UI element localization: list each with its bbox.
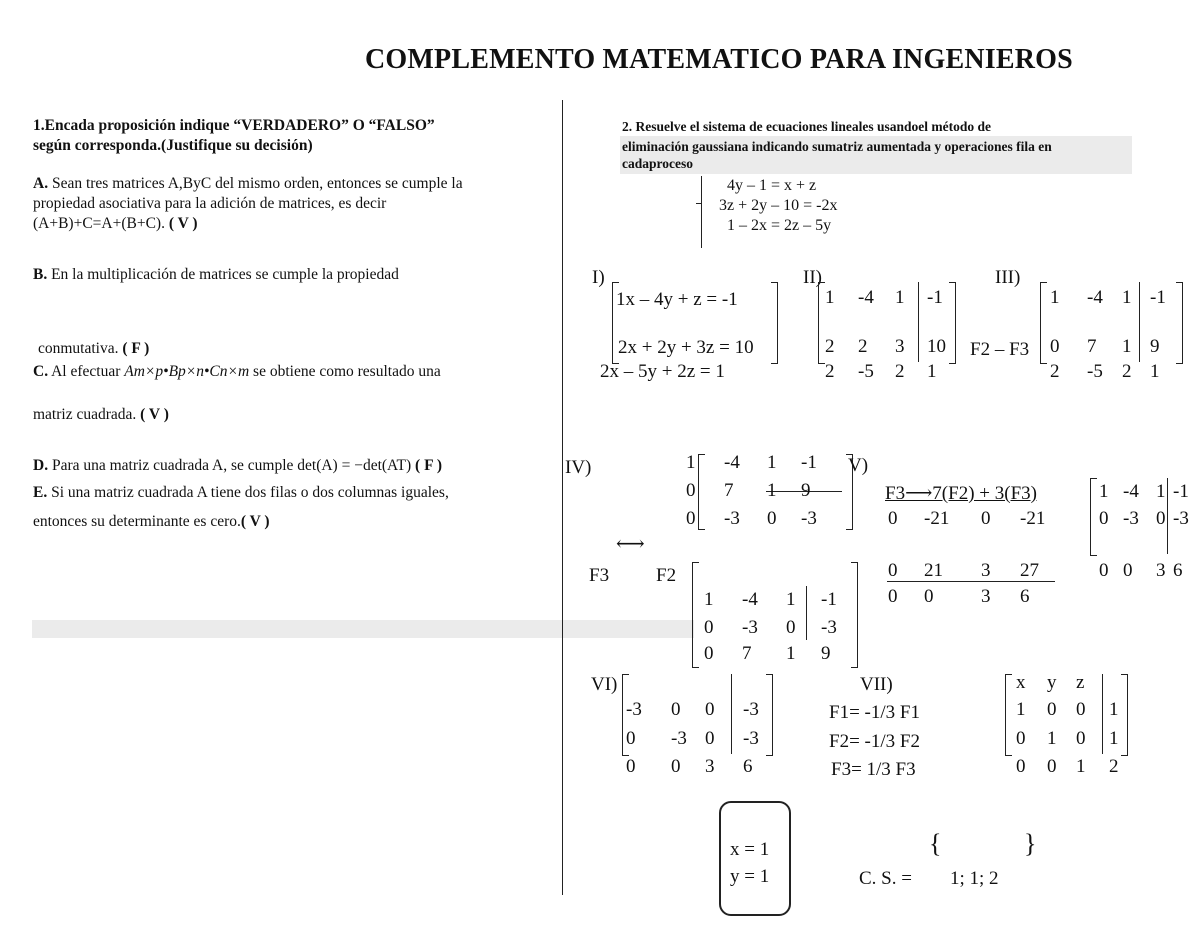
matrix-cell: 0 (1156, 508, 1166, 529)
matrix-cell: 0 (1099, 560, 1109, 581)
label-VII: VII) (860, 674, 893, 695)
matrix-cell: -1 (821, 589, 837, 610)
matrix-cell: 3 (981, 560, 991, 581)
matrix-cell: 0 (671, 756, 681, 777)
matrix-cell: 0 (686, 480, 696, 501)
system-brace-tick (696, 203, 701, 204)
matrix-cell: 7 (1087, 336, 1097, 357)
answer-e: ( V ) (240, 513, 270, 530)
statement-c-cont: matriz cuadrada. ( V ) (33, 406, 169, 423)
matrix-cell: -3 (743, 699, 759, 720)
label-VI: VI) (591, 674, 618, 695)
matrix-cell: 2 (825, 336, 835, 357)
augment-bar (1139, 282, 1140, 362)
matrix-cell: 2 (1109, 756, 1119, 777)
matrix-product-expression: Am×p•Bp×n•Cn×m (124, 363, 250, 380)
bracket-right (766, 674, 773, 756)
matrix-cell: 1 (1050, 287, 1060, 308)
matrix-cell: -3 (1123, 508, 1139, 529)
matrix-cell: 6 (743, 756, 753, 777)
matrix-cell: 21 (924, 560, 943, 581)
matrix-cell: 0 (767, 508, 777, 529)
bracket-right (851, 562, 858, 668)
matrix-cell: 6 (1020, 586, 1030, 607)
matrix-cell: 3 (1156, 560, 1166, 581)
solution-set-label: C. S. = (859, 868, 912, 889)
matrix-cell: 0 (1123, 560, 1133, 581)
matrix-cell: 1 (1076, 756, 1086, 777)
matrix-cell: -3 (626, 699, 642, 720)
matrix-cell: 2 (858, 336, 868, 357)
brace-left-icon: { (929, 829, 942, 858)
matrix-cell: 1 (786, 643, 796, 664)
matrix-cell: -1 (1173, 481, 1189, 502)
system-eq-1: 4y – 1 = x + z (727, 177, 817, 194)
column-divider (562, 100, 563, 895)
matrix-cell: 2 (895, 361, 905, 382)
matrix-cell: 7 (742, 643, 752, 664)
matrix-cell: 1 (927, 361, 937, 382)
question-1-line: según corresponda.(Justifique su decisión) (33, 137, 313, 154)
matrix-cell: y (1047, 672, 1057, 693)
matrix-cell: -3 (1173, 508, 1189, 529)
matrix-cell: 0 (888, 508, 898, 529)
system-brace (701, 176, 702, 248)
answer-d: ( F ) (415, 457, 442, 474)
matrix-cell: -3 (724, 508, 740, 529)
matrix-cell: -3 (671, 728, 687, 749)
matrix-cell: 0 (1016, 756, 1026, 777)
label-II: II) (803, 267, 822, 288)
matrix-cell: 1 (1016, 699, 1026, 720)
matrix-cell: z (1076, 672, 1085, 693)
matrix-cell: 3 (895, 336, 905, 357)
matrix-cell: 2 (1050, 361, 1060, 382)
matrix-cell: 1 (1047, 728, 1057, 749)
matrix-cell: 9 (801, 480, 811, 501)
matrix-cell: 0 (704, 643, 714, 664)
matrix-cell: 3 (981, 586, 991, 607)
matrix-cell: x (1016, 672, 1026, 693)
swap-arrow-icon: ⟷ (616, 533, 645, 555)
matrix-cell: -1 (1150, 287, 1166, 308)
matrix-cell: 1 (1150, 361, 1160, 382)
solution-set-value: 1; 1; 2 (950, 868, 999, 889)
matrix-cell: 7 (724, 480, 734, 501)
VII-op-1: F1= -1/3 F1 (829, 702, 920, 723)
matrix-cell: -21 (1020, 508, 1046, 529)
statement-c: C. Al efectuar Am×p•Bp×n•Cn×m se obtiene como resultado una (33, 363, 441, 380)
matrix-cell: 6 (1173, 560, 1183, 581)
matrix-cell: 1 (1122, 287, 1132, 308)
matrix-cell: -1 (801, 452, 817, 473)
answer-y: y = 1 (730, 866, 770, 887)
matrix-cell: 9 (821, 643, 831, 664)
bracket-right (1121, 674, 1128, 756)
matrix-cell: 0 (686, 508, 696, 529)
matrix-cell: -5 (858, 361, 874, 382)
matrix-cell: 0 (888, 586, 898, 607)
matrix-cell: 0 (786, 617, 796, 638)
matrix-cell: 0 (626, 728, 636, 749)
matrix-cell: 1 (767, 480, 777, 501)
matrix-cell: 0 (888, 560, 898, 581)
matrix-cell: 2 (825, 361, 835, 382)
augment-bar (731, 674, 732, 754)
matrix-cell: 1 (767, 452, 777, 473)
matrix-cell: -4 (1087, 287, 1103, 308)
swap-label-a: F3 (589, 565, 610, 586)
matrix-cell: 0 (981, 508, 991, 529)
matrix-cell: 1 (895, 287, 905, 308)
augment-bar (1167, 478, 1168, 554)
matrix-cell: 0 (1076, 728, 1086, 749)
bracket-left (692, 562, 699, 668)
label-I: I) (592, 267, 605, 288)
I-row-1: 1x – 4y + z = -1 (616, 289, 738, 310)
statement-a: A. Sean tres matrices A,ByC del mismo orden, entonces se cumple la propiedad asociativa para la adición de matrices, es decir (A+B)+C=A+(B+C). ( V ) (33, 175, 463, 232)
matrix-cell: 1 (1109, 699, 1119, 720)
statement-b-cont: conmutativa. ( F ) (38, 340, 150, 357)
augment-bar (806, 586, 807, 640)
matrix-cell: 1 (686, 452, 696, 473)
system-eq-2: 3z + 2y – 10 = -2x (719, 197, 838, 214)
matrix-cell: 10 (927, 336, 946, 357)
III-row-operation: F2 – F3 (970, 339, 1030, 360)
statement-d: D. Para una matriz cuadrada A, se cumple det(A) = −det(AT) ( F ) (33, 457, 442, 474)
matrix-cell: 0 (705, 699, 715, 720)
system-eq-3: 1 – 2x = 2z – 5y (727, 217, 832, 234)
bracket-right (1176, 282, 1183, 364)
bracket-left (698, 454, 705, 530)
swap-label-b: F2 (656, 565, 677, 586)
matrix-cell: -3 (742, 617, 758, 638)
matrix-cell: 2 (1122, 361, 1132, 382)
brace-right-icon: } (1024, 829, 1037, 858)
matrix-cell: 0 (1050, 336, 1060, 357)
matrix-cell: 1 (1109, 728, 1119, 749)
matrix-cell: 0 (671, 699, 681, 720)
matrix-cell: 0 (705, 728, 715, 749)
label-V: V) (848, 455, 869, 476)
matrix-cell: 3 (705, 756, 715, 777)
V-row-operation: F3⟶7(F2) + 3(F3) (885, 483, 1037, 504)
matrix-cell: 0 (1076, 699, 1086, 720)
matrix-cell: 0 (924, 586, 934, 607)
matrix-cell: 1 (704, 589, 714, 610)
matrix-cell: 1 (825, 287, 835, 308)
bracket-right (949, 282, 956, 364)
matrix-cell: -4 (724, 452, 740, 473)
matrix-cell: -3 (801, 508, 817, 529)
gray-band (32, 620, 694, 638)
matrix-cell: 1 (1156, 481, 1166, 502)
matrix-cell: 0 (626, 756, 636, 777)
matrix-cell: -4 (858, 287, 874, 308)
matrix-cell: -21 (924, 508, 950, 529)
matrix-cell: -4 (742, 589, 758, 610)
label-III: III) (995, 267, 1021, 288)
matrix-cell: -3 (743, 728, 759, 749)
bracket-left (1005, 674, 1012, 756)
augment-bar (918, 282, 919, 362)
matrix-cell: -3 (821, 617, 837, 638)
bracket-left (1090, 478, 1097, 556)
matrix-cell: 1 (1099, 481, 1109, 502)
statement-e: E. Si una matriz cuadrada A tiene dos filas o dos columnas iguales, (33, 484, 449, 501)
matrix-cell: 1 (1122, 336, 1132, 357)
label-IV: IV) (565, 457, 592, 478)
matrix-cell: 0 (1047, 699, 1057, 720)
answer-x: x = 1 (730, 839, 770, 860)
VII-op-2: F2= -1/3 F2 (829, 731, 920, 752)
answer-c: ( V ) (140, 406, 169, 423)
matrix-cell: 27 (1020, 560, 1039, 581)
bracket-right (771, 282, 778, 364)
matrix-cell: 9 (1150, 336, 1160, 357)
bracket-left (818, 282, 825, 364)
question-1-line: 1.Encada proposición indique “VERDADERO” O “FALSO” (33, 117, 435, 134)
bracket-left (1040, 282, 1047, 364)
matrix-cell: 0 (1016, 728, 1026, 749)
page-title: COMPLEMENTO MATEMATICO PARA INGENIEROS (365, 44, 1073, 75)
I-row-2: 2x + 2y + 3z = 10 (618, 337, 754, 358)
matrix-cell: -5 (1087, 361, 1103, 382)
I-row-3: 2x – 5y + 2z = 1 (600, 361, 725, 382)
matrix-cell: 1 (786, 589, 796, 610)
question-1-heading (33, 116, 435, 156)
question-2-heading: 2. Resuelve el sistema de ecuaciones lineales usandoel método de eliminación gaussiana indicando sumatriz aumentada y operaciones fila en cadaproceso (622, 119, 1052, 171)
answer-b: ( F ) (122, 340, 150, 357)
statement-e-cont: entonces su determinante es cero.( V ) (33, 513, 270, 530)
answer-a: ( V ) (168, 215, 198, 232)
matrix-cell: 0 (1047, 756, 1057, 777)
matrix-cell: 0 (704, 617, 714, 638)
statement-b: B. En la multiplicación de matrices se cumple la propiedad (33, 266, 399, 283)
matrix-cell: -4 (1123, 481, 1139, 502)
matrix-cell: -1 (927, 287, 943, 308)
VII-op-3: F3= 1/3 F3 (831, 759, 916, 780)
augment-bar (1102, 674, 1103, 754)
matrix-cell: 0 (1099, 508, 1109, 529)
